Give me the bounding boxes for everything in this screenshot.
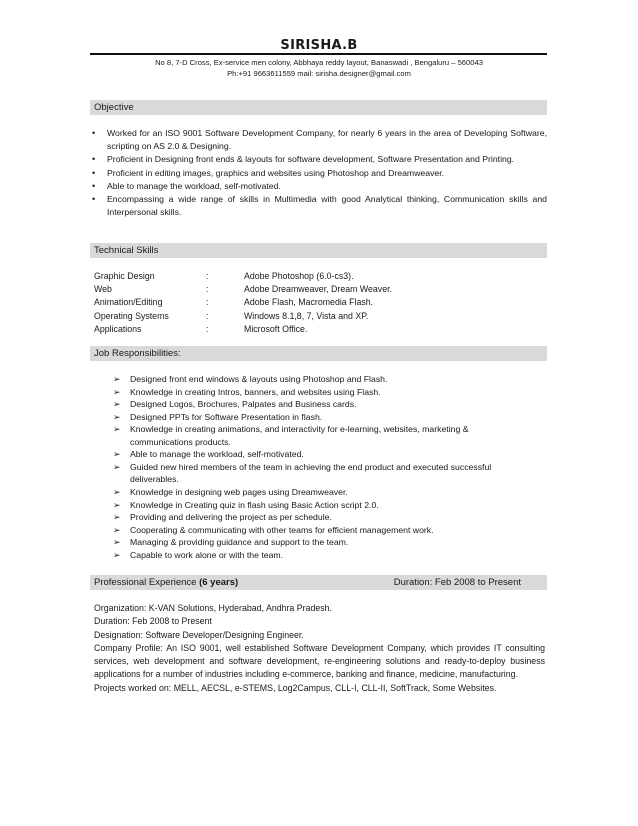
arrow-bullet-icon: ➢	[113, 499, 121, 510]
arrow-bullet-icon: ➢	[113, 512, 121, 523]
list-item: ➢ Knowledge in designing web pages using Dreamweaver.	[113, 486, 348, 497]
bullet-icon: •	[92, 167, 96, 178]
arrow-bullet-icon: ➢	[113, 549, 121, 560]
arrow-bullet-icon: ➢	[113, 524, 121, 535]
candidate-name: SIRISHA.B	[280, 38, 358, 53]
list-item: ➢ Capable to work alone or with the team.	[113, 549, 284, 560]
list-item: ➢ Designed front end windows & layouts using Photoshop and Flash.	[113, 374, 388, 384]
arrow-bullet-icon: ➢	[113, 449, 121, 460]
bullet-icon: •	[92, 154, 96, 165]
arrow-bullet-icon: ➢	[113, 399, 121, 410]
section-technical-skills-header	[90, 243, 547, 258]
list-item: ➢ Managing & providing guidance and support to the team.	[113, 537, 349, 548]
arrow-bullet-icon: ➢	[113, 537, 121, 548]
skill-row: Web : Adobe Dreamweaver, Dream Weaver.	[94, 284, 392, 295]
list-item: ➢ Designed PPTs for Software Presentation in flash.	[113, 411, 323, 422]
arrow-bullet-icon: ➢	[113, 424, 121, 435]
skill-row: Graphic Design : Adobe Photoshop (6.0-cs3).	[94, 271, 354, 281]
list-item: ➢ Providing and delivering the project as per schedule.	[113, 512, 332, 523]
projects-line: Projects worked on: MELL, AECSL, e-STEMS, Log2Campus, CLL-I, CLL-II, SoftTrack, Some Websites.	[94, 682, 497, 693]
arrow-bullet-icon: ➢	[113, 374, 121, 384]
list-item: • Encompassing a wide range of skills in Multimedia with good Analytical thinking, Communication skills and Interpersonal skills.	[92, 194, 547, 218]
skill-row: Animation/Editing : Adobe Flash, Macromedia Flash.	[94, 297, 374, 308]
list-item: ➢ Able to manage the workload, self-motivated.	[113, 449, 304, 460]
bullet-icon: •	[92, 180, 96, 191]
duration-line: Duration: Feb 2008 to Present	[94, 616, 212, 627]
header-divider	[90, 53, 547, 55]
responsibilities-list	[113, 373, 528, 562]
company-profile: Company Profile: An ISO 9001, well established Software Development Company, which provides IT consulting services, web development and software development, re-engineering solutions and ready-to-deploy business applications for a number of industries including e-commerce, banking and finance, medicine, manufacturing.	[94, 642, 545, 680]
bullet-icon: •	[92, 194, 96, 205]
skill-row: Applications : Microsoft Office.	[94, 323, 308, 334]
list-item: ➢ Knowledge in creating Intros, banners, and websites using Flash.	[113, 386, 381, 397]
list-item: ➢ Knowledge in creating animations, and interactivity for e-learning, websites, marketing & communications products.	[113, 424, 469, 447]
list-item: ➢ Cooperating & communicating with other teams for efficient management work.	[113, 524, 434, 535]
organization-line: Organization: K-VAN Solutions, Hyderabad, Andhra Pradesh.	[94, 603, 332, 613]
designation-line: Designation: Software Developer/Designing Engineer.	[94, 629, 304, 640]
objective-list	[90, 127, 547, 219]
list-item: • Proficient in Designing front ends & layouts for software development, Software Presentation and Printing.	[90, 153, 547, 166]
experience-years: (6 years)	[199, 577, 239, 588]
section-title: Technical Skills	[94, 245, 159, 256]
list-item: • Worked for an ISO 9001 Software Development Company, for nearly 6 years in the area of Developing Software, scripting on AS 2.0 & Designing.	[92, 128, 547, 152]
section-experience-header	[90, 575, 547, 590]
section-title: Professional Experience	[94, 577, 200, 588]
experience-duration: Duration: Feb 2008 to Present	[393, 577, 521, 588]
bullet-icon: •	[92, 128, 96, 138]
section-objective-header	[90, 100, 547, 115]
arrow-bullet-icon: ➢	[113, 386, 121, 397]
section-title: Objective	[94, 102, 134, 113]
arrow-bullet-icon: ➢	[113, 486, 121, 497]
arrow-bullet-icon: ➢	[113, 411, 121, 422]
address-line: No 8, 7-D Cross, Ex-service men colony, Abbhaya reddy layout, Banaswadi , Bengaluru – 560043	[155, 58, 483, 67]
experience-details	[94, 602, 545, 695]
skill-row: Operating Systems : Windows 8.1,8, 7, Vista and XP.	[94, 310, 369, 321]
contact-line: Ph:+91 9663611559 mail: sirisha.designer@gmail.com	[227, 69, 411, 78]
section-job-responsibilities-header	[90, 346, 547, 361]
contact-block	[0, 57, 638, 79]
list-item: ➢ Designed Logos, Brochures, Palpates and Business cards.	[113, 399, 357, 410]
list-item: • Proficient in editing images, graphics and websites using Photoshop and Dreamweaver.	[90, 167, 547, 180]
section-title: Job Responsibilities:	[94, 348, 181, 359]
list-item: ➢ Guided new hired members of the team in achieving the end product and executed successful deliverables.	[113, 461, 492, 485]
skills-table	[94, 270, 544, 336]
arrow-bullet-icon: ➢	[113, 461, 121, 472]
list-item: • Able to manage the workload, self-motivated.	[90, 180, 547, 193]
list-item: ➢ Knowledge in Creating quiz in flash using Basic Action script 2.0.	[113, 499, 379, 510]
